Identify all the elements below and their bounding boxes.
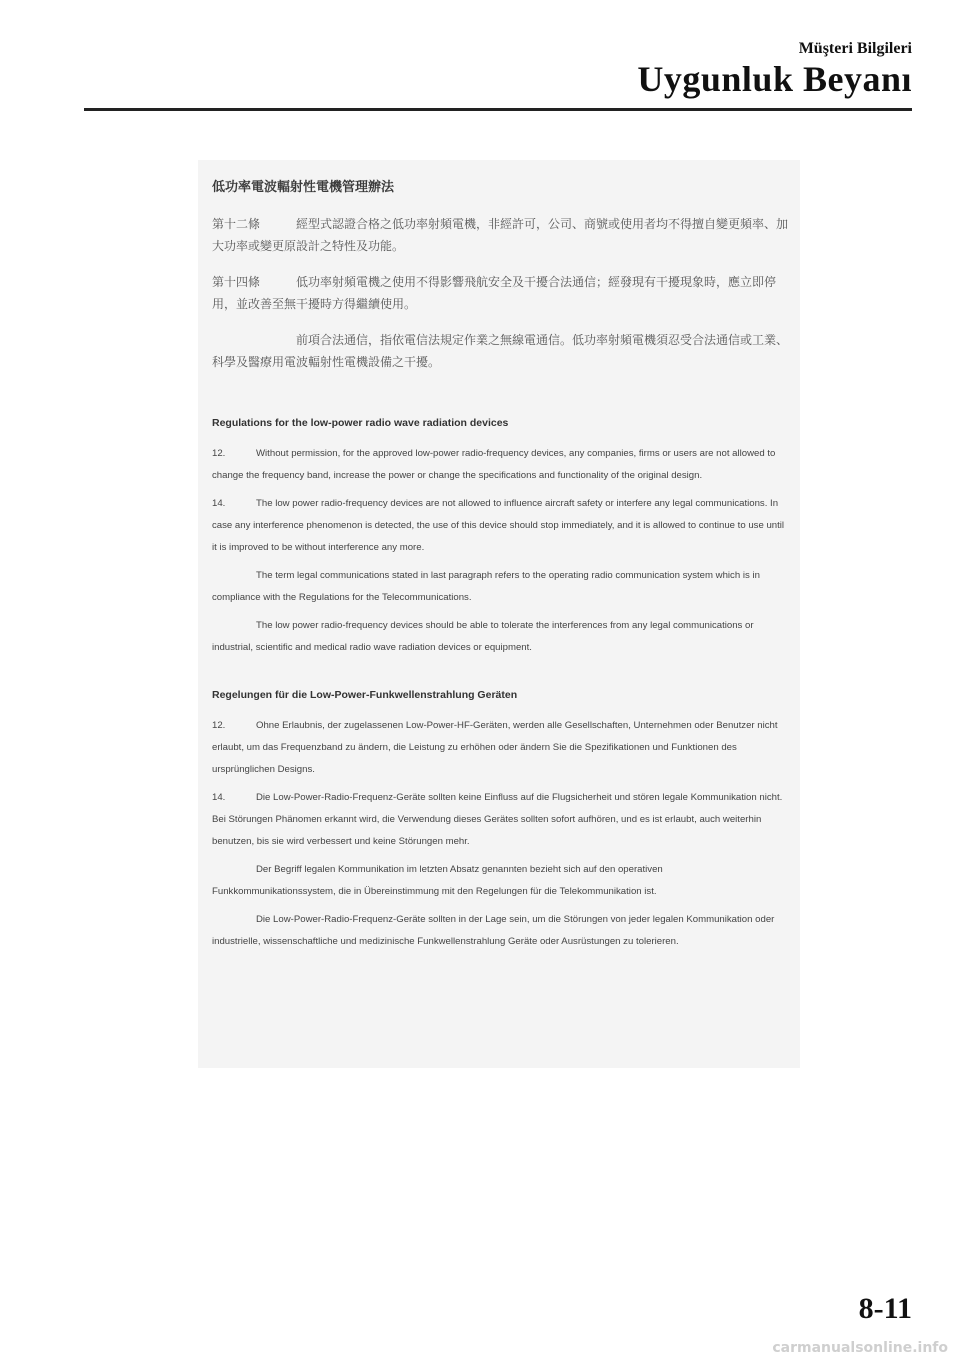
german-tolerieren-paragraph: Die Low-Power-Radio-Frequenz-Geräte sollten in der Lage sein, um die Störungen von jeder legalen Kommunikation oder industrielle, wissenschaftliche und medizinische Funkwellenstrahlung Geräte oder Ausrüstungen zu tolerieren. — [212, 914, 775, 947]
german-section-title: Regelungen für die Low-Power-Funkwellenstrahlung Geräten — [212, 689, 518, 701]
watermark: carmanualsonline.info — [772, 1340, 948, 1356]
german-item-14 — [212, 787, 788, 853]
english-item-12-text: Without permission, for the approved low-power radio-frequency devices, any companies, firms or users are not allowed to change the frequency band, increase the power or change the specifications and functionality of the original design. — [212, 448, 776, 481]
german-item-12-text: Ohne Erlaubnis, der zugelassenen Low-Power-HF-Geräten, werden alle Gesellschaften, Unternehmen oder Benutzer nicht erlaubt, um das Frequenzband zu ändern, die Leistung zu erhöhen oder ändern Sie die Spezifikationen und Funktionen des ursprünglichen Designs. — [212, 720, 778, 775]
english-item-14-number: 14. — [212, 498, 226, 509]
scanned-regulation-notice — [198, 160, 800, 1068]
english-item-12 — [212, 443, 788, 487]
german-begriff-paragraph: Der Begriff legalen Kommunikation im letzten Absatz genannten bezieht sich auf den operativen Funkkommunikationssystem, die in Übereinstimmung mit den Regelungen für die Telekommunikation ist. — [212, 864, 663, 897]
english-tolerate-paragraph: The low power radio-frequency devices should be able to tolerate the interferences from any legal communications or industrial, scientific and medical radio wave radiation devices or equipment. — [212, 620, 754, 653]
chinese-article-14-paragraph-2 — [212, 329, 788, 373]
german-item-14-number: 14. — [212, 792, 226, 803]
english-item-14-text: The low power radio-frequency devices are not allowed to influence aircraft safety or interfere any legal communications. In case any interference phenomenon is detected, the use of this device should stop immediately, and it is allowed to continue to use until it is improved to be without interference any more. — [212, 498, 785, 553]
german-item-12-number: 12. — [212, 720, 226, 731]
chinese-article-14-paragraph-2-text: 前項合法通信，指依電信法規定作業之無線電通信。低功率射頻電機須忍受合法通信或工業、科學及醫療用電波輻射性電機設備之干擾。 — [212, 333, 789, 369]
section-label: Müşteri Bilgileri — [798, 40, 912, 57]
english-item-14 — [212, 493, 788, 559]
page-number: 8-11 — [858, 1292, 912, 1325]
german-item-12 — [212, 715, 788, 781]
chinese-section-title: 低功率電波輻射性電機管理辦法 — [212, 179, 395, 194]
chinese-article-12 — [212, 213, 788, 257]
header-rule — [84, 108, 912, 111]
page-title: Uygunluk Beyanı — [637, 59, 912, 99]
german-item-14-text: Die Low-Power-Radio-Frequenz-Geräte sollten keine Einfluss auf die Flugsicherheit und stören legale Kommunikation nicht. Bei Störungen Phänomen erkannt wird, die Verwendung dieses Gerätes sollten sofort aufhören, und es ist erlaubt, auch weiterhin benutzen, bis sie wird verbessert und keine Störungen mehr. — [212, 792, 783, 847]
chinese-article-14-text: 低功率射頻電機之使用不得影響飛航安全及干擾合法通信；經發現有干擾現象時，應立即停用，並改善至無干擾時方得繼續使用。 — [212, 275, 777, 311]
chinese-article-14-number: 第十四條 — [212, 275, 261, 289]
english-legal-communications-paragraph: The term legal communications stated in last paragraph refers to the operating radio communication system which is in compliance with the Regulations for the Telecommunications. — [212, 570, 760, 603]
english-section-title: Regulations for the low-power radio wave radiation devices — [212, 417, 509, 429]
chinese-article-14 — [212, 271, 788, 315]
english-item-12-number: 12. — [212, 448, 226, 459]
chinese-article-12-number: 第十二條 — [212, 217, 261, 231]
chinese-article-12-text: 經型式認證合格之低功率射頻電機，非經許可，公司、商號或使用者均不得擅自變更頻率、加大功率或變更原設計之特性及功能。 — [212, 217, 789, 253]
